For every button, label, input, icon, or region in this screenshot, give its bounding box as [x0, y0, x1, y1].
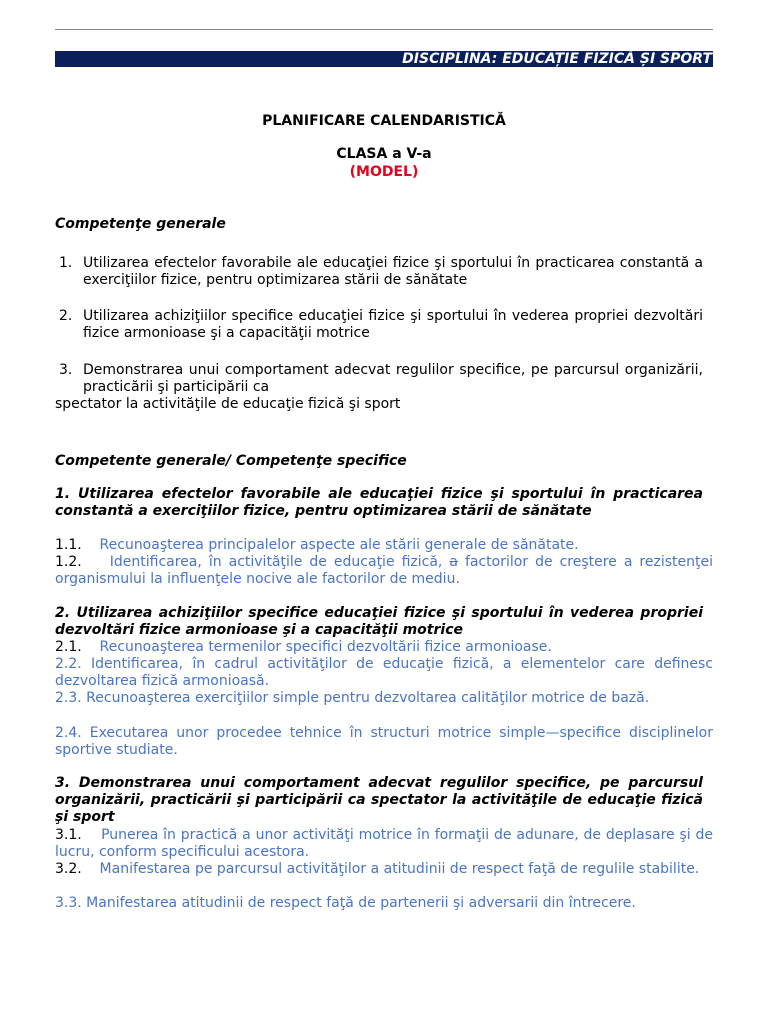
specific-text: Manifestarea atitudinii de respect faţă de partenerii şi adversarii din întrecere.: [86, 895, 636, 911]
specific-number: 1.2.: [55, 554, 82, 570]
specific-number: 2.3.: [55, 690, 82, 706]
model-label: (MODEL): [349, 164, 419, 180]
specific-number: 2.4.: [55, 725, 82, 741]
general-competence-number: 3.: [59, 362, 73, 378]
section-3-title: 3. Demonstrarea unui comportament adecvat regulilor specifice, pe parcursul organizării, practicării şi participării ca spectator la activităţile de educaţie fizică şi sport: [55, 775, 703, 825]
specific-competence-2-4: [55, 725, 713, 759]
specific-number: 2.2.: [55, 656, 82, 672]
specific-text: Executarea unor procedee tehnice în structuri motrice simple—specifice disciplinelor sportive studiate.: [55, 725, 713, 758]
specific-text: Manifestarea pe parcursul activităţilor a atitudinii de respect faţă de regulile stabilite.: [99, 861, 700, 877]
specific-competence-2-3: [55, 690, 713, 707]
header-rule: [55, 29, 713, 30]
general-competence-3: [55, 362, 703, 396]
specific-text: Punerea în practică a unor activităţi motrice în formaţii de adunare, de deplasare şi de lucru, conform specificului acestora.: [55, 827, 713, 860]
general-competence-2: [55, 308, 703, 342]
specific-number: 1.1.: [55, 537, 82, 553]
specific-competences-heading: Competente generale/ Competenţe specifice: [55, 453, 407, 469]
general-competence-number: 2.: [59, 308, 73, 324]
specific-competence-3-2: [55, 861, 713, 878]
general-competence-text: Demonstrarea unui comportament adecvat regulilor specifice, pe parcursul organizării, practicării şi participării ca: [83, 362, 703, 395]
document-title: PLANIFICARE CALENDARISTICĂ: [262, 113, 506, 129]
discipline-banner-text: DISCIPLINA: EDUCAȚIE FIZICĂ ȘI SPORT: [402, 51, 712, 67]
specific-competence-1-2: [55, 554, 713, 588]
class-label: CLASA a V-a: [336, 146, 432, 162]
specific-number: 2.1.: [55, 639, 82, 655]
general-competence-1: [55, 255, 703, 289]
specific-text: Recunoaşterea termenilor specifici dezvoltării fizice armonioase.: [99, 639, 552, 655]
section-1-title: 1. Utilizarea efectelor favorabile ale educaţiei fizice şi sportului în practicarea constantă a exerciţiilor fizice, pentru optimizarea stării de sănătate: [55, 486, 703, 519]
discipline-banner: [55, 51, 713, 67]
general-competence-3-continuation: spectator la activităţile de educaţie fizică şi sport: [55, 396, 401, 412]
specific-competence-3-1: [55, 827, 713, 861]
specific-text: Identificarea, în cadrul activităţilor de educaţie fizică, a elementelor care definesc dezvoltarea fizică armonioasă.: [55, 656, 713, 689]
section-2-title: 2. Utilizarea achiziţiilor specifice educaţiei fizice şi sportului în vederea propriei dezvoltări fizice armonioase şi a capacităţii motrice: [55, 605, 703, 638]
specific-competence-2-1: [55, 639, 713, 656]
specific-text: Recunoaşterea principalelor aspecte ale stării generale de sănătate.: [99, 537, 579, 553]
struck-text: a: [449, 554, 458, 570]
general-competences-heading: Competenţe generale: [55, 216, 226, 232]
specific-number: 3.1.: [55, 827, 82, 843]
specific-number: 3.2.: [55, 861, 82, 877]
specific-number: 3.3.: [55, 895, 82, 911]
general-competence-text: Utilizarea achiziţiilor specifice educaţiei fizice şi sportului în vederea propriei dezvoltări fizice armonioase şi a capacităţii motrice: [83, 308, 703, 341]
specific-text-part-b: factorilor de creştere a rezistenţei organismului la influenţele nocive ale factorilor de mediu.: [55, 554, 713, 587]
general-competence-number: 1.: [59, 255, 73, 271]
specific-competence-2-2: [55, 656, 713, 690]
specific-text: Recunoaşterea exerciţiilor simple pentru dezvoltarea calităţilor motrice de bază.: [86, 690, 650, 706]
general-competence-text: Utilizarea efectelor favorabile ale educaţiei fizice şi sportului în practicarea constantă a exerciţiilor fizice, pentru optimizarea stării de sănătate: [83, 255, 703, 288]
specific-competence-3-3: [55, 895, 713, 912]
specific-competence-1-1: [55, 537, 713, 554]
specific-text-part-a: Identificarea, în activităţile de educaţie fizică,: [109, 554, 450, 570]
